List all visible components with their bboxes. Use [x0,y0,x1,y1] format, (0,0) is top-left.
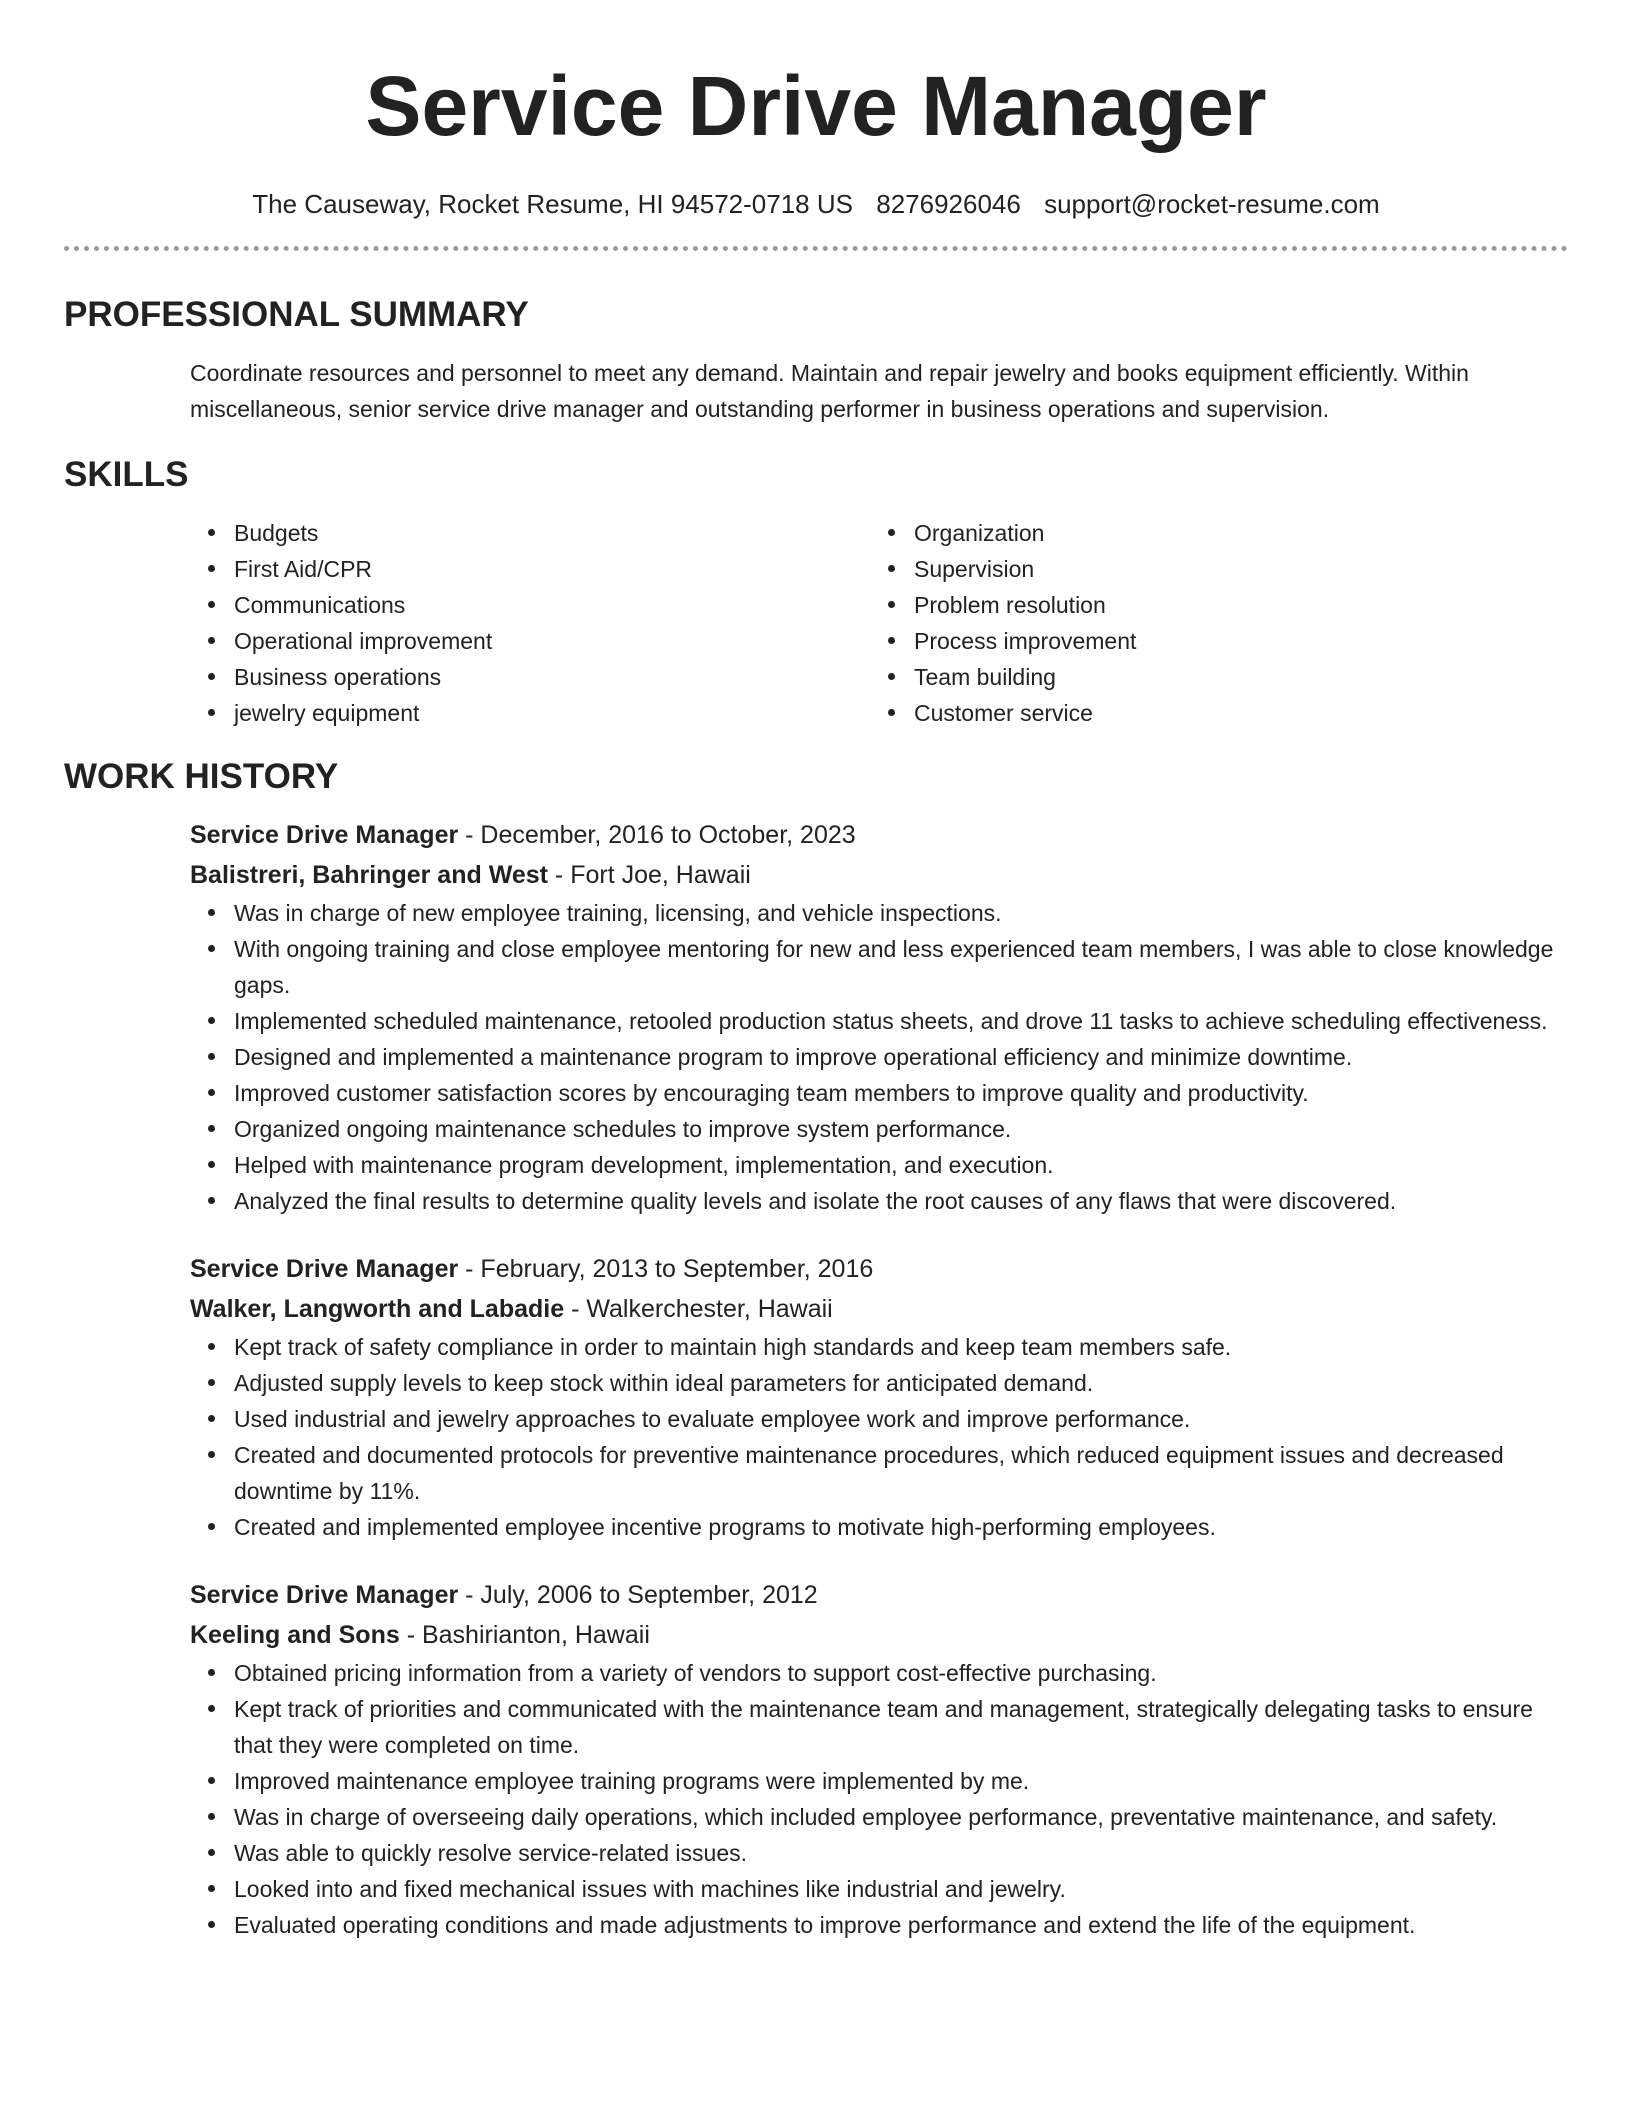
job-duty: Helped with maintenance program development, implementation, and execution. [234,1147,1568,1183]
job-duty: Evaluated operating conditions and made adjustments to improve performance and extend the life of the equipment. [234,1907,1568,1943]
skill-item: Organization [914,515,1550,551]
job-company-line [190,1615,1568,1655]
job-duty: Created and documented protocols for preventive maintenance procedures, which reduced equipment issues and decreased downtime by 11%. [234,1437,1568,1509]
job-company: Balistreri, Bahringer and West [190,861,548,889]
skills-right-column [870,515,1550,731]
job-role: Service Drive Manager [190,821,459,849]
skills-title: SKILLS [64,455,189,494]
job-duty: Improved maintenance employee training programs were implemented by me. [234,1763,1568,1799]
job-dates: - July, 2006 to September, 2012 [458,1581,818,1609]
skills-left-column [190,515,870,731]
job-duty: Created and implemented employee incentive programs to motivate high-performing employees. [234,1509,1568,1545]
contact-address: The Causeway, Rocket Resume, HI 94572-0718 US [252,189,853,219]
job-duty: Was in charge of new employee training, licensing, and vehicle inspections. [234,895,1568,931]
job-company-line [190,1289,1568,1329]
job-role-line [190,1575,1568,1615]
contact-line [64,186,1568,222]
skill-item: Problem resolution [914,587,1550,623]
skill-item: First Aid/CPR [234,551,870,587]
skills-right-list [870,515,1550,731]
job-dates: - December, 2016 to October, 2023 [458,821,856,849]
skill-item: Operational improvement [234,623,870,659]
job-role: Service Drive Manager [190,1581,459,1609]
contact-email: support@rocket-resume.com [1044,189,1380,219]
job-duty: Adjusted supply levels to keep stock within ideal parameters for anticipated demand. [234,1365,1568,1401]
job-duty: Kept track of safety compliance in order to maintain high standards and keep team members safe. [234,1329,1568,1365]
job-entry [190,815,1568,1219]
skill-item: Business operations [234,659,870,695]
job-location: - Fort Joe, Hawaii [547,861,751,889]
skills-section [64,453,1568,731]
job-company-line [190,855,1568,895]
job-duty: Kept track of priorities and communicated with the maintenance team and management, strategically delegating tasks to ensure that they were completed on time. [234,1691,1568,1763]
skill-item: Communications [234,587,870,623]
job-duty: Improved customer satisfaction scores by encouraging team members to improve quality and productivity. [234,1075,1568,1111]
skills-columns [190,515,1568,731]
job-duty: Was in charge of overseeing daily operations, which included employee performance, preventative maintenance, and safety. [234,1799,1568,1835]
summary-text: Coordinate resources and personnel to meet any demand. Maintain and repair jewelry and books equipment efficiently. Within miscellaneous, senior service drive manager and outstanding performer in business operations and supervision. [190,360,1469,422]
job-role-line [190,1249,1568,1289]
job-duties-list [190,1655,1568,1943]
job-duties-list [190,1329,1568,1545]
summary-section [64,293,1568,427]
job-duty: Looked into and fixed mechanical issues with machines like industrial and jewelry. [234,1871,1568,1907]
job-duty: Obtained pricing information from a variety of vendors to support cost-effective purchasing. [234,1655,1568,1691]
header-divider [64,246,1568,251]
job-company: Walker, Langworth and Labadie [190,1295,565,1323]
work-history-title: WORK HISTORY [64,757,339,796]
skill-item: Customer service [914,695,1550,731]
job-entry [190,1249,1568,1545]
skill-item: Supervision [914,551,1550,587]
job-company: Keeling and Sons [190,1621,400,1649]
job-duty: Used industrial and jewelry approaches to evaluate employee work and improve performance. [234,1401,1568,1437]
job-entry [190,1575,1568,1943]
job-role-line [190,815,1568,855]
contact-phone: 8276926046 [876,189,1021,219]
candidate-name: Service Drive Manager [365,59,1267,153]
job-duty: Analyzed the final results to determine quality levels and isolate the root causes of any flaws that were discovered. [234,1183,1568,1219]
job-dates: - February, 2013 to September, 2016 [458,1255,874,1283]
summary-title: PROFESSIONAL SUMMARY [64,295,529,334]
skill-item: Team building [914,659,1550,695]
job-location: - Walkerchester, Hawaii [564,1295,833,1323]
job-duty: Designed and implemented a maintenance program to improve operational efficiency and minimize downtime. [234,1039,1568,1075]
skill-item: jewelry equipment [234,695,870,731]
skill-item: Process improvement [914,623,1550,659]
job-duty: Was able to quickly resolve service-related issues. [234,1835,1568,1871]
job-role: Service Drive Manager [190,1255,459,1283]
work-history-section [64,755,1568,1943]
skill-item: Budgets [234,515,870,551]
job-location: - Bashirianton, Hawaii [399,1621,650,1649]
job-duties-list [190,895,1568,1219]
job-duty: With ongoing training and close employee mentoring for new and less experienced team members, I was able to close knowledge gaps. [234,931,1568,1003]
job-duty: Organized ongoing maintenance schedules to improve system performance. [234,1111,1568,1147]
skills-left-list [190,515,870,731]
job-duty: Implemented scheduled maintenance, retooled production status sheets, and drove 11 tasks to achieve scheduling effectiveness. [234,1003,1568,1039]
